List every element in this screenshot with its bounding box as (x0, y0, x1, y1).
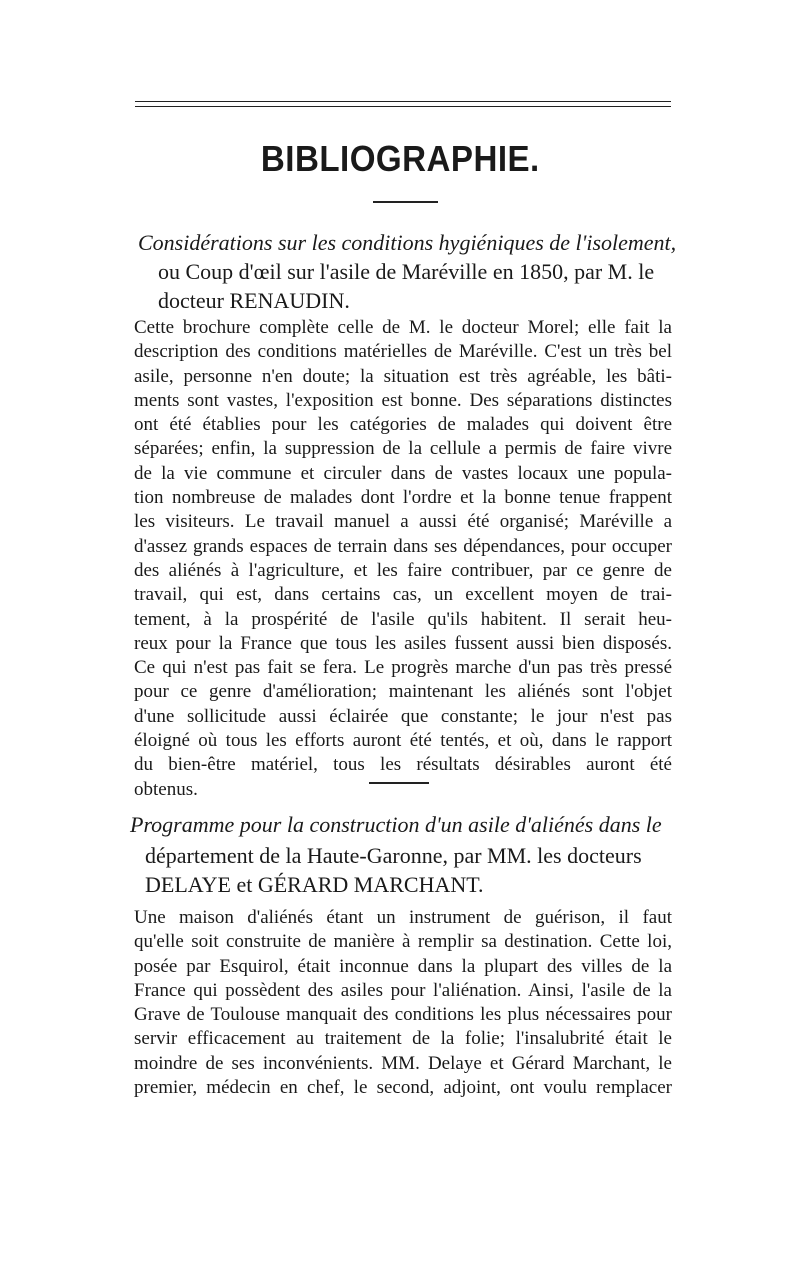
body-line: asile, personne n'en doute; la situation est très agréable, les bâti- (134, 365, 672, 387)
entry-1-heading-line-2 (158, 257, 654, 286)
body-line: ments sont vastes, l'exposition est bonne. Des séparations distinctes (134, 389, 672, 411)
body-line: description des conditions matérielles de Maréville. C'est un très bel (134, 341, 672, 363)
body-line: séparées; enfin, la suppression de la cellule a permis de faire vivre (134, 438, 672, 460)
body-line: obtenus. (134, 778, 198, 800)
body-line: moindre de ses inconvénients. MM. Delaye et Gérard Marchant, le (134, 1052, 672, 1074)
body-line: Cette brochure complète celle de M. le docteur Morel; elle fait la (134, 317, 672, 338)
entry-1-author: docteur RENAUDIN. (158, 288, 350, 313)
entry-2-heading-line-2 (145, 841, 642, 870)
body-line: tement, à la prospérité de l'asile qu'ils habitent. Il serait heu- (134, 608, 672, 630)
entry-1-heading-line-3 (158, 286, 350, 315)
body-line: les visiteurs. Le travail manuel a aussi été organisé; Maréville a (134, 511, 672, 533)
body-line: tion nombreuse de malades dont l'ordre et la bonne tenue frappent (134, 487, 672, 509)
body-line: ont été établies pour les catégories de malades qui doivent être (134, 414, 672, 436)
body-line: travail, qui est, dans certains cas, un excellent moyen de trai- (134, 584, 672, 606)
entry-2-heading-line-3 (145, 870, 484, 899)
header-double-rule-bottom (135, 106, 671, 107)
body-line: d'assez grands espaces de terrain dans ses dépendances, pour occuper (134, 535, 672, 557)
page-title: BIBLIOGRAPHIE. (260, 138, 540, 179)
entry-2-authors: DELAYE et GÉRARD MARCHANT. (145, 872, 484, 897)
body-line: reux pour la France que tous les asiles fussent aussi bien disposés. (134, 632, 672, 654)
body-line: qu'elle soit construite de manière à remplir sa destination. Cette loi, (134, 931, 672, 953)
body-line: posée par Esquirol, était inconnue dans la plupart des villes de la (134, 955, 672, 977)
body-line: éloigné où tous les efforts auront été tentés, et où, dans le rapport (134, 730, 672, 752)
entry-2-body (134, 906, 672, 1100)
body-line: Grave de Toulouse manquait des conditions les plus nécessaires pour (134, 1004, 672, 1026)
entry-1-body (134, 316, 672, 802)
body-line: d'une sollicitude aussi éclairée que constante; le jour n'est pas (134, 705, 672, 727)
body-line: Ce qui n'est pas fait se fera. Le progrès marche d'un pas très pressé (134, 657, 672, 679)
body-line: premier, médecin en chef, le second, adjoint, ont voulu remplacer (134, 1077, 672, 1099)
body-line: Une maison d'aliénés étant un instrument de guérison, il faut (134, 907, 672, 928)
entry-2-heading-line-1: Programme pour la construction d'un asile d'aliénés dans le (130, 812, 662, 837)
body-line: pour ce genre d'amélioration; maintenant les aliénés sont l'objet (134, 681, 672, 703)
body-line: des aliénés à l'agriculture, et les faire contribuer, par ce genre de (134, 559, 672, 581)
section-divider-rule (369, 782, 429, 784)
entry-2-heading-text: département de la Haute-Garonne, par MM. les docteurs (145, 843, 642, 868)
section-divider-rule (373, 201, 438, 203)
entry-1-heading-text: ou Coup d'œil sur l'asile de Maréville en 1850, par M. le (158, 259, 655, 284)
header-double-rule-top (135, 101, 671, 102)
body-line: servir efficacement au traitement de la folie; l'insalubrité était le (134, 1028, 672, 1050)
body-line: de la vie commune et circuler dans de vastes locaux une popula- (134, 462, 672, 484)
body-line: France qui possèdent des asiles pour l'aliénation. Ainsi, l'asile de la (134, 979, 672, 1001)
entry-1-heading-line-1: Considérations sur les conditions hygiéniques de l'isolement, (138, 230, 677, 255)
body-line: du bien-être matériel, tous les résultats désirables auront été (134, 754, 672, 776)
